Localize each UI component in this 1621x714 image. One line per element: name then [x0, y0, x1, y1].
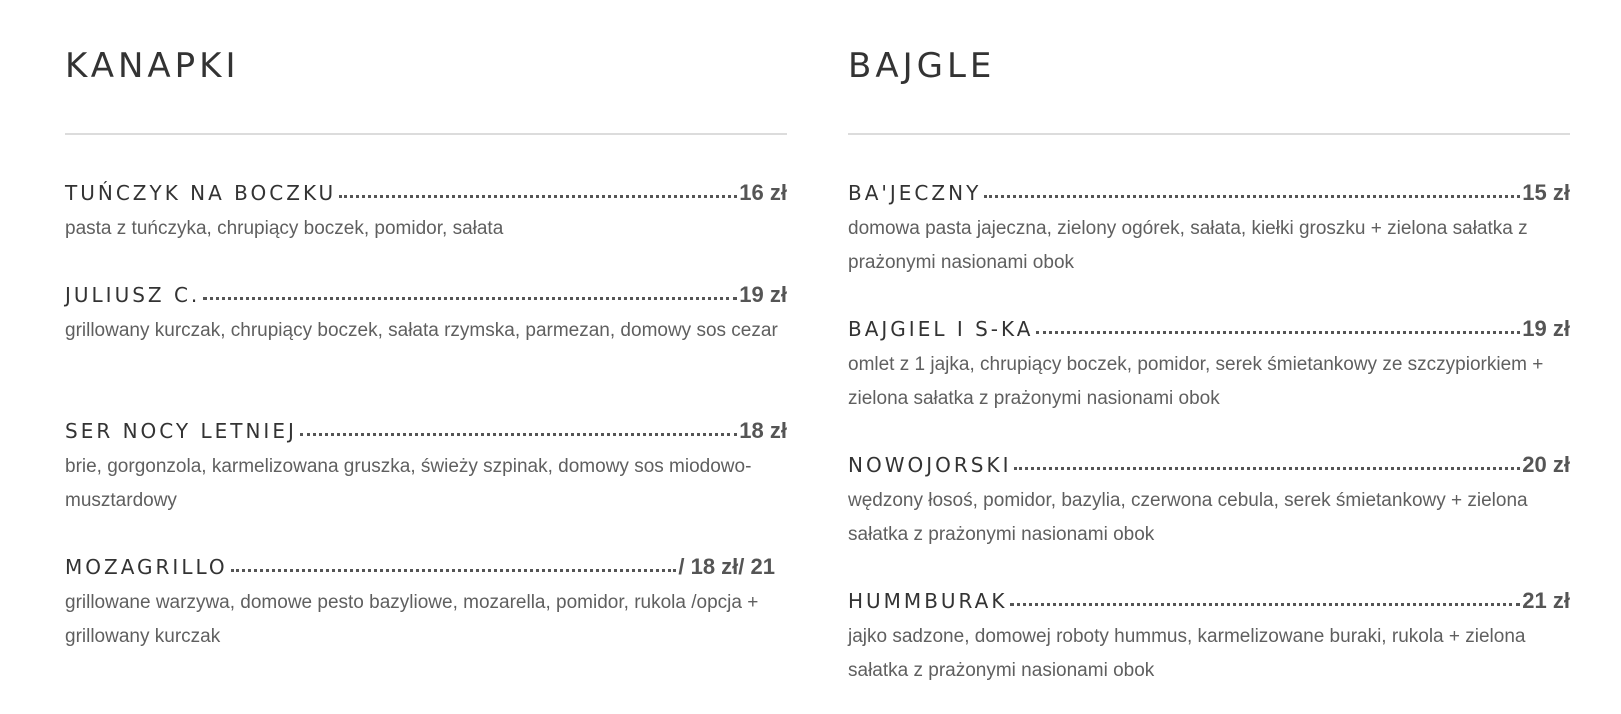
menu-item — [848, 588, 1570, 688]
dot-leader — [1036, 331, 1520, 334]
menu-item-header — [65, 180, 787, 210]
menu-item — [848, 452, 1570, 552]
menu-item-name: MOZAGRILLO — [65, 555, 228, 579]
menu-item-description: jajko sadzone, domowej roboty hummus, karmelizowane buraki, rukola + zielona sałatka z prażonymi nasionami obok — [848, 626, 1526, 681]
section-title: BAJGLE — [848, 46, 996, 86]
menu-item-name: NOWOJORSKI — [848, 453, 1012, 477]
menu-item — [65, 180, 787, 246]
menu-item-description: grillowane warzywa, domowe pesto bazyliowe, mozarella, pomidor, rukola /opcja + grillowany kurczak — [65, 592, 759, 647]
menu-item-price: 19 zł — [1522, 316, 1570, 341]
dot-leader — [1010, 603, 1520, 606]
dot-leader — [339, 195, 737, 198]
menu-item-price: 18 zł — [739, 418, 787, 443]
menu-item — [65, 282, 787, 348]
menu-item-header — [848, 588, 1570, 618]
section-divider — [848, 133, 1570, 135]
menu-item — [65, 554, 787, 654]
menu-item-description: pasta z tuńczyka, chrupiący boczek, pomidor, sałata — [65, 218, 504, 239]
dot-leader — [984, 195, 1520, 198]
menu-item-name: BA'JECZNY — [848, 181, 982, 205]
menu-item-price: 19 zł — [739, 282, 787, 307]
menu-item-description: grillowany kurczak, chrupiący boczek, sałata rzymska, parmezan, domowy sos cezar — [65, 320, 778, 341]
menu-item-name: SER NOCY LETNIEJ — [65, 419, 297, 443]
menu-item-price: 20 zł — [1522, 452, 1570, 477]
menu-item-description: domowa pasta jajeczna, zielony ogórek, sałata, kiełki groszku + zielona sałatka z prażonymi nasionami obok — [848, 218, 1528, 273]
menu-item-description: wędzony łosoś, pomidor, bazylia, czerwona cebula, serek śmietankowy + zielona sałatka z prażonymi nasionami obok — [848, 490, 1528, 545]
menu-item-price: 21 zł — [1522, 588, 1570, 613]
menu-item-description: omlet z 1 jajka, chrupiący boczek, pomidor, serek śmietankowy ze szczypiorkiem + zielona sałatka z prażonymi nasionami obok — [848, 354, 1544, 409]
dot-leader — [1014, 467, 1520, 470]
menu-item-name: TUŃCZYK NA BOCZKU — [65, 181, 337, 205]
menu-item — [65, 418, 787, 518]
menu-item-header — [65, 418, 787, 448]
menu-item-price: 15 zł — [1522, 180, 1570, 205]
section-divider — [65, 133, 787, 135]
menu-item-description: brie, gorgonzola, karmelizowana gruszka, świeży szpinak, domowy sos miodowo-musztardowy — [65, 456, 752, 511]
menu-item-header — [65, 554, 787, 584]
menu-item-price: / 18 zł/ 21 — [678, 554, 775, 579]
menu-item-name: HUMMBURAK — [848, 589, 1008, 613]
menu-item-header — [848, 452, 1570, 482]
dot-leader — [231, 569, 677, 572]
menu-item-header — [848, 180, 1570, 210]
menu-item-price: 16 zł — [739, 180, 787, 205]
dot-leader — [203, 297, 737, 300]
menu-item — [848, 180, 1570, 280]
section-title: KANAPKI — [65, 46, 240, 86]
menu-item-name: JULIUSZ C. — [65, 283, 201, 307]
dot-leader — [300, 433, 737, 436]
menu-item — [848, 316, 1570, 416]
menu-item-header — [65, 282, 787, 312]
menu-item-name: BAJGIEL I S-KA — [848, 317, 1034, 341]
menu-item-header — [848, 316, 1570, 346]
